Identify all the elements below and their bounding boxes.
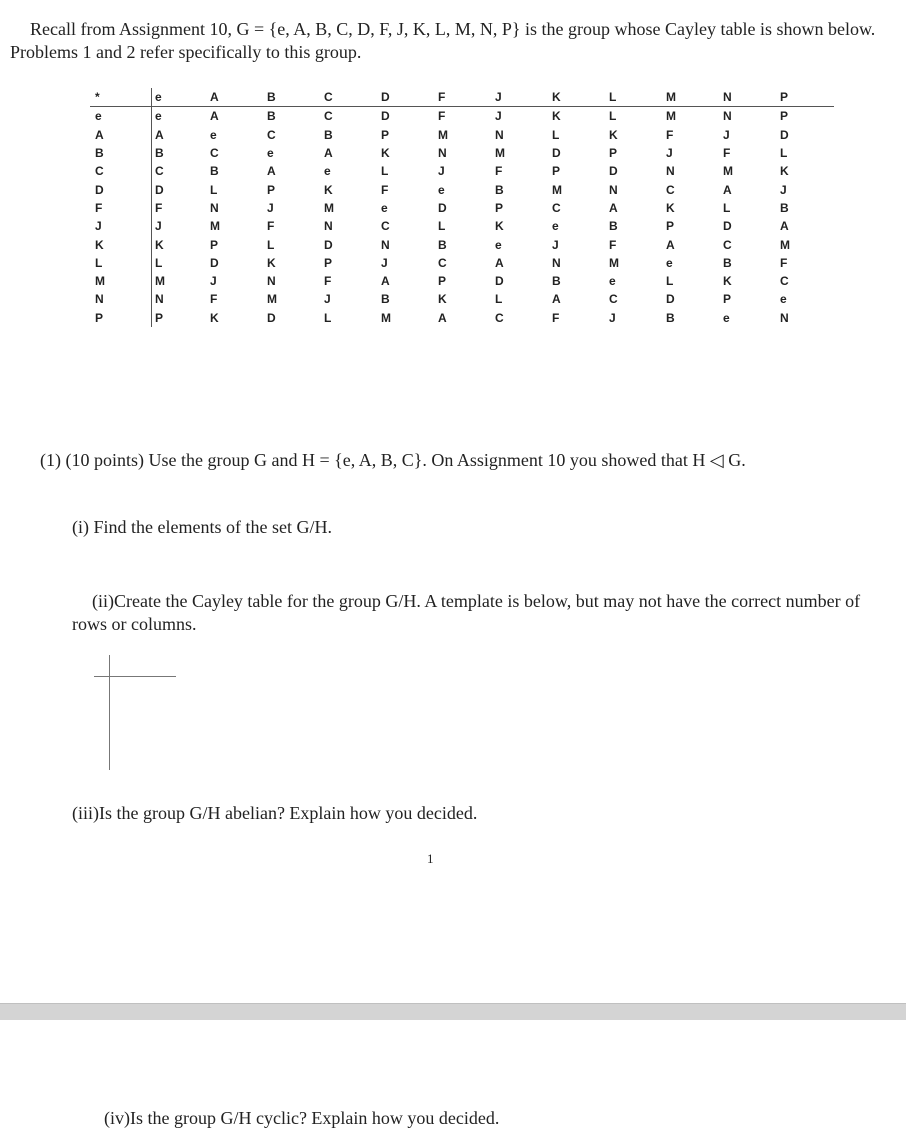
cayley-cell: C	[780, 274, 789, 289]
problem-1-statement: (1) (10 points) Use the group G and H = {e, A, B, C}. On Assignment 10 you showed that H ◁ G.	[40, 450, 746, 470]
cayley-row-label: J	[95, 219, 102, 234]
cayley-cell: M	[210, 219, 220, 234]
cayley-cell: J	[495, 109, 502, 124]
cayley-cell: F	[495, 164, 503, 179]
cayley-cell: K	[723, 274, 732, 289]
cayley-cell: N	[381, 237, 390, 252]
cayley-cell: C	[609, 292, 618, 307]
cayley-cell: N	[495, 127, 504, 142]
cayley-row-label: F	[95, 200, 103, 215]
problem-1-part-i: (i) Find the elements of the set G/H.	[72, 517, 332, 537]
cayley-header-cell: D	[378, 88, 435, 107]
cayley-header-cell: C	[321, 88, 378, 107]
cayley-cell: J	[267, 200, 274, 215]
cayley-cell: A	[495, 255, 504, 270]
problem-1-part-iv: (iv)Is the group G/H cyclic? Explain how you decided.	[104, 1108, 500, 1128]
cayley-cell: A	[609, 200, 618, 215]
cayley-cell: M	[609, 255, 619, 270]
template-table-horizontal-line	[94, 676, 176, 677]
cayley-row-label: L	[95, 255, 103, 270]
cayley-cell: P	[495, 200, 504, 215]
cayley-row	[90, 126, 834, 144]
cayley-row	[90, 254, 834, 272]
cayley-cell: M	[552, 182, 562, 197]
cayley-cell: K	[152, 235, 208, 253]
cayley-row	[90, 235, 834, 253]
cayley-cell: F	[210, 292, 218, 307]
cayley-cell: J	[723, 127, 730, 142]
cayley-cell: e	[438, 182, 445, 197]
cayley-cell: F	[723, 146, 731, 161]
cayley-row-label: M	[95, 274, 105, 289]
cayley-cell: L	[381, 164, 389, 179]
cayley-header-cell: P	[777, 88, 834, 107]
cayley-cell: D	[267, 310, 276, 325]
cayley-cell: F	[152, 199, 208, 217]
cayley-cell: J	[552, 237, 559, 252]
cayley-cell: A	[381, 274, 390, 289]
cayley-cell: L	[609, 109, 617, 124]
cayley-cell: A	[552, 292, 561, 307]
cayley-cell: N	[210, 200, 219, 215]
cayley-cell: B	[267, 109, 276, 124]
cayley-cell: B	[723, 255, 732, 270]
cayley-row-label: N	[95, 292, 104, 307]
cayley-cell: C	[723, 237, 732, 252]
cayley-header-cell: B	[264, 88, 321, 107]
cayley-cell: e	[609, 274, 616, 289]
cayley-cell: B	[552, 274, 561, 289]
cayley-cell: N	[324, 219, 333, 234]
cayley-cell: F	[381, 182, 389, 197]
cayley-cell: C	[267, 127, 276, 142]
cayley-cell: e	[267, 146, 274, 161]
cayley-cell: L	[438, 219, 446, 234]
cayley-cell: D	[495, 274, 504, 289]
cayley-cell: J	[780, 182, 787, 197]
problem-1-part-ii: (ii)Create the Cayley table for the group G/H. A template is below, but may not have the correct number of rows or columns.	[72, 591, 861, 634]
cayley-cell: J	[152, 217, 208, 235]
cayley-row-label: C	[95, 164, 104, 179]
cayley-cell: F	[780, 255, 788, 270]
cayley-cell: A	[267, 164, 276, 179]
cayley-cell: P	[780, 109, 789, 124]
template-table-vertical-line	[109, 655, 110, 770]
cayley-cell: M	[495, 146, 505, 161]
cayley-cell: K	[666, 200, 675, 215]
cayley-header-cell: L	[606, 88, 663, 107]
cayley-cell: e	[723, 310, 730, 325]
cayley-cell: K	[552, 109, 561, 124]
cayley-cell: P	[723, 292, 732, 307]
cayley-row	[90, 144, 834, 162]
cayley-cell: B	[210, 164, 219, 179]
cayley-cell: D	[152, 180, 208, 198]
cayley-cell: M	[723, 164, 733, 179]
cayley-cell: C	[666, 182, 675, 197]
cayley-cell: N	[723, 109, 732, 124]
cayley-cell: B	[324, 127, 333, 142]
cayley-cell: L	[666, 274, 674, 289]
cayley-cell: K	[324, 182, 333, 197]
problem-1-part-iii: (iii)Is the group G/H abelian? Explain how you decided.	[72, 803, 478, 823]
cayley-cell: D	[723, 219, 732, 234]
cayley-cell: F	[267, 219, 275, 234]
cayley-cell: C	[381, 219, 390, 234]
cayley-cell: L	[723, 200, 731, 215]
cayley-cell: B	[438, 237, 447, 252]
cayley-cell: K	[780, 164, 789, 179]
cayley-cell: A	[723, 182, 732, 197]
cayley-row-label: P	[95, 310, 104, 325]
cayley-row-label: B	[95, 146, 104, 161]
cayley-cell: A	[666, 237, 675, 252]
cayley-cell: K	[438, 292, 447, 307]
cayley-header-cell: K	[549, 88, 606, 107]
cayley-cell: M	[324, 200, 334, 215]
cayley-cell: e	[381, 200, 388, 215]
cayley-cell: P	[381, 127, 390, 142]
cayley-cell: C	[495, 310, 504, 325]
cayley-cell: C	[210, 146, 219, 161]
cayley-cell: J	[438, 164, 445, 179]
cayley-header-cell: A	[207, 88, 264, 107]
cayley-cell: L	[152, 254, 208, 272]
cayley-cell: N	[267, 274, 276, 289]
cayley-cell: N	[152, 290, 208, 308]
cayley-cell: J	[324, 292, 331, 307]
cayley-cell: P	[152, 309, 208, 327]
cayley-header-cell: J	[492, 88, 549, 107]
cayley-cell: M	[780, 237, 790, 252]
cayley-corner: *	[90, 88, 152, 107]
cayley-row-label: e	[95, 109, 102, 124]
cayley-cell: e	[324, 164, 331, 179]
cayley-cell: L	[267, 237, 275, 252]
cayley-header-row	[90, 88, 834, 107]
page-number: 1	[427, 851, 434, 866]
cayley-row	[90, 107, 834, 126]
cayley-cell: M	[267, 292, 277, 307]
cayley-cell: P	[609, 146, 618, 161]
cayley-cell: D	[210, 255, 219, 270]
cayley-cell: B	[381, 292, 390, 307]
cayley-cell: N	[780, 310, 789, 325]
cayley-cell: B	[495, 182, 504, 197]
cayley-row	[90, 180, 834, 198]
cayley-row	[90, 290, 834, 308]
cayley-row-label: A	[95, 127, 104, 142]
cayley-cell: C	[552, 200, 561, 215]
cayley-cell: D	[438, 200, 447, 215]
cayley-cell: e	[666, 255, 673, 270]
cayley-row-label: K	[95, 237, 104, 252]
cayley-cell: J	[609, 310, 616, 325]
cayley-cell: F	[666, 127, 674, 142]
cayley-cell: L	[324, 310, 332, 325]
cayley-cell: N	[438, 146, 447, 161]
cayley-cell: F	[324, 274, 332, 289]
cayley-cell: B	[666, 310, 675, 325]
cayley-cell: P	[552, 164, 561, 179]
cayley-cell: P	[210, 237, 219, 252]
intro-paragraph: Recall from Assignment 10, G = {e, A, B, C, D, F, J, K, L, M, N, P} is the group whose Cayley table is shown below. Problems 1 and 2 refer specifically to this group.	[10, 19, 876, 62]
cayley-row	[90, 217, 834, 235]
cayley-cell: e	[780, 292, 787, 307]
cayley-cell: C	[438, 255, 447, 270]
cayley-table	[90, 88, 834, 327]
cayley-cell: B	[609, 219, 618, 234]
cayley-cell: K	[381, 146, 390, 161]
cayley-cell: A	[438, 310, 447, 325]
cayley-cell: K	[210, 310, 219, 325]
cayley-cell: B	[780, 200, 789, 215]
cayley-cell: D	[324, 237, 333, 252]
cayley-header-cell: M	[663, 88, 720, 107]
cayley-cell: K	[609, 127, 618, 142]
cayley-cell: A	[152, 126, 208, 144]
cayley-cell: D	[666, 292, 675, 307]
cayley-row	[90, 162, 834, 180]
cayley-cell: F	[438, 109, 446, 124]
cayley-cell: F	[552, 310, 560, 325]
cayley-cell: e	[552, 219, 559, 234]
cayley-cell: N	[609, 182, 618, 197]
cayley-header-cell: e	[152, 88, 208, 107]
cayley-cell: K	[267, 255, 276, 270]
cayley-cell: L	[210, 182, 218, 197]
cayley-cell: B	[152, 144, 208, 162]
cayley-cell: e	[210, 127, 217, 142]
cayley-cell: P	[267, 182, 276, 197]
cayley-cell: C	[152, 162, 208, 180]
cayley-cell: D	[552, 146, 561, 161]
cayley-cell: M	[381, 310, 391, 325]
cayley-cell: A	[210, 109, 219, 124]
cayley-row	[90, 309, 834, 327]
cayley-cell: J	[666, 146, 673, 161]
cayley-cell: A	[780, 219, 789, 234]
cayley-cell: N	[666, 164, 675, 179]
cayley-header-cell: F	[435, 88, 492, 107]
cayley-cell: L	[552, 127, 560, 142]
cayley-row	[90, 199, 834, 217]
cayley-cell: D	[609, 164, 618, 179]
cayley-cell: J	[381, 255, 388, 270]
cayley-cell: P	[666, 219, 675, 234]
cayley-cell: P	[438, 274, 447, 289]
cayley-cell: F	[609, 237, 617, 252]
cayley-cell: A	[324, 146, 333, 161]
cayley-cell: M	[666, 109, 676, 124]
cayley-cell: e	[495, 237, 502, 252]
cayley-cell: D	[381, 109, 390, 124]
cayley-row-label: D	[95, 182, 104, 197]
cayley-cell: L	[780, 146, 788, 161]
cayley-cell: L	[495, 292, 503, 307]
cayley-cell: M	[152, 272, 208, 290]
cayley-cell: M	[438, 127, 448, 142]
cayley-cell: C	[324, 109, 333, 124]
cayley-row	[90, 272, 834, 290]
cayley-cell: P	[324, 255, 333, 270]
cayley-header-cell: N	[720, 88, 777, 107]
cayley-cell: J	[210, 274, 217, 289]
cayley-cell: N	[552, 255, 561, 270]
cayley-cell: D	[780, 127, 789, 142]
cayley-cell: K	[495, 219, 504, 234]
cayley-cell: e	[152, 107, 208, 126]
page-separator	[0, 1003, 906, 1020]
